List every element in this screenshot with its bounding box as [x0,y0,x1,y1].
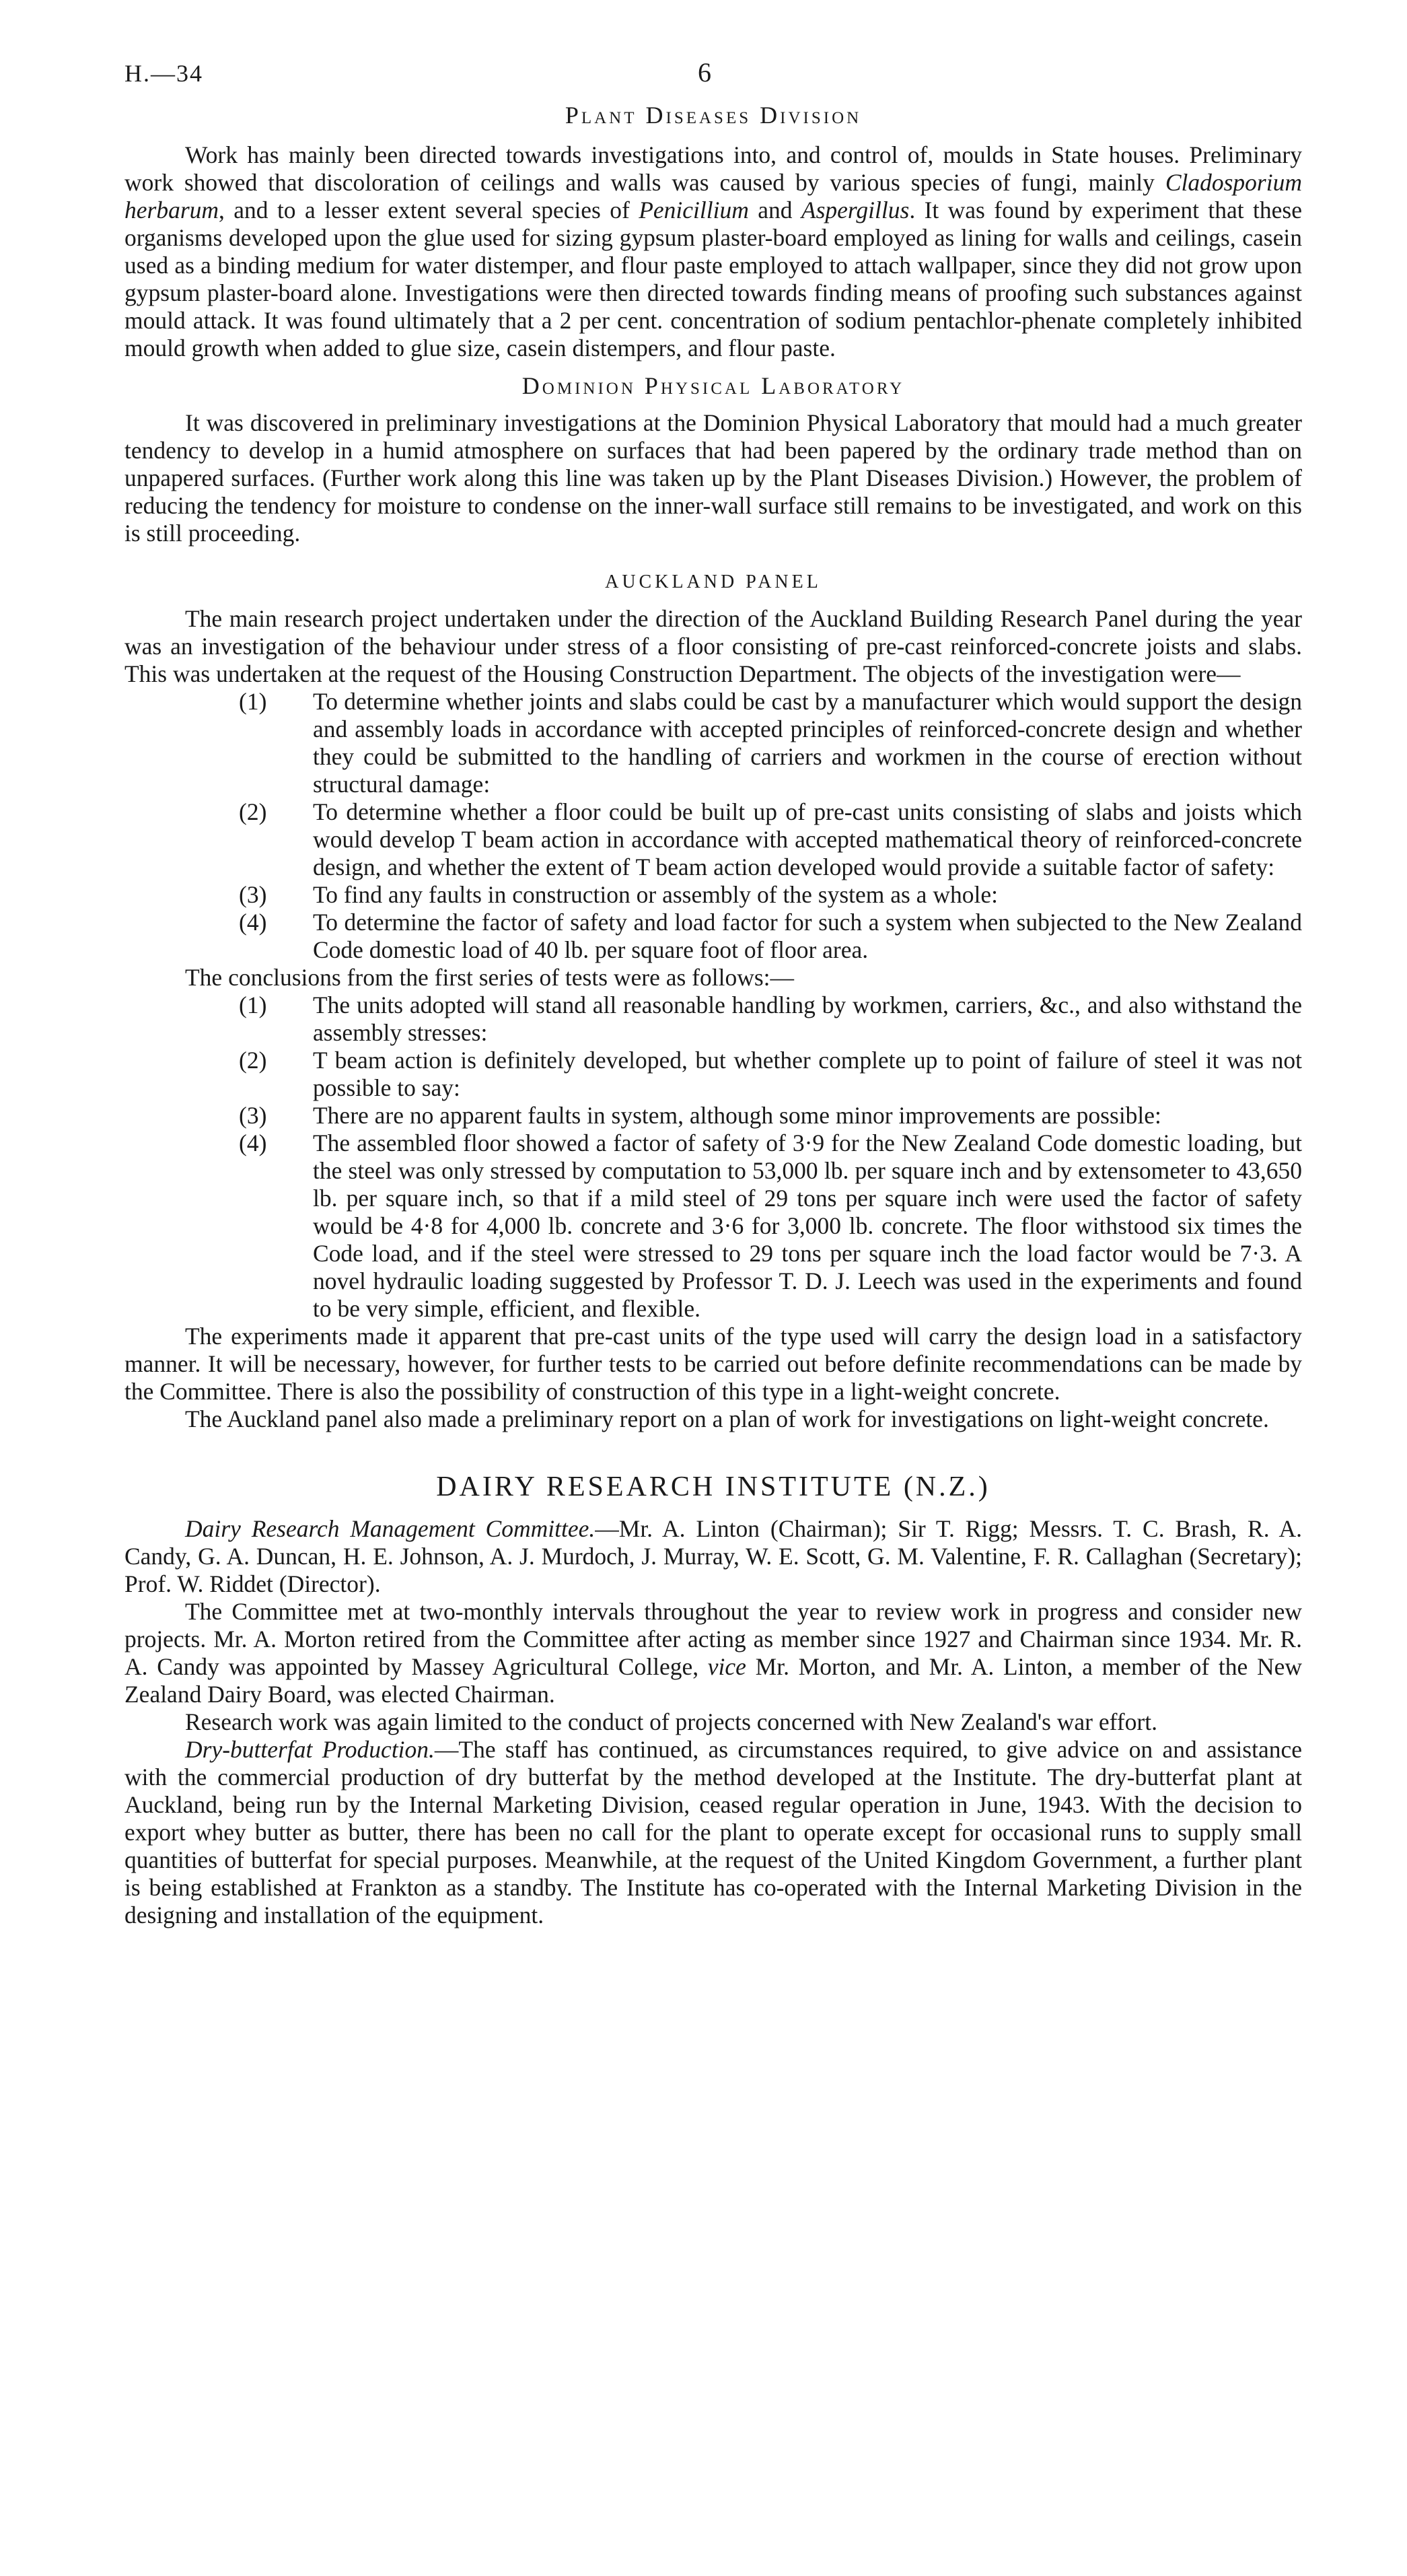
report-reference: H.—34 [124,60,203,87]
paragraph-experiments: The experiments made it apparent that pre-cast units of the type used will carry the design load in a satisfactory manner. It will be necessary, however, for further tests to be carried out before definite recommendations can be made by the Committee. There is also the possibility of construction of this type in a light-weight concrete. [124,1323,1302,1405]
list-item: (4) The assembled floor showed a factor of safety of 3·9 for the New Zealand Code domestic loading, but the steel was only stressed by computation to 53,000 lb. per square inch and by extensometer to 43,650 lb. per square inch, so that if a mild steel of 29 tons per square inch were used the factor of safety would be 4·8 for 4,000 lb. concrete and 3·6 for 3,000 lb. concrete. The floor withstood six times the Code load, and if the steel were stressed to 29 tons per square inch the load factor would be 7·3. A novel hydraulic loading suggested by Professor T. D. J. Leech was used in the experiments and found to be very simple, efficient, and flexible. [239,1129,1302,1322]
list-item: (3) To find any faults in construction or assembly of the system as a whole: [239,881,998,908]
paragraph-committee-meetings: The Committee met at two-monthly intervals throughout the year to review work in progress and consider new projects. Mr. A. Morton retired from the Committee after acting as member since 1927 and Chairman since 1934. Mr. R. A. Candy was appointed by Massey Agricultural College, vice Mr. Morton, and Mr. A. Linton, a member of the New Zealand Dairy Board, was elected Chairman. [124,1598,1303,1708]
paragraph-war-effort: Research work was again limited to the conduct of projects concerned with New Zealand's war effort. [185,1708,1157,1735]
paragraph-committee: Dairy Research Management Committee.—Mr. A. Linton (Chairman); Sir T. Rigg; Messrs. T. C. Brash, R. A. Candy, G. A. Duncan, H. E. Johnson, A. J. Murdoch, J. Murray, W. E. Scott, G. M. Valentine, F. R. Callaghan (Secretary); Prof. W. Riddet (Director). [124,1515,1303,1597]
committee-label: Dairy Research Management Committee. [185,1515,596,1542]
paragraph-light-weight-concrete: The Auckland panel also made a preliminary report on a plan of work for investigations on light-weight concrete. [185,1405,1269,1432]
list-item: (2) T beam action is definitely developed, but whether complete up to point of failure of steel it was not possible to say: [239,1047,1302,1101]
list-item: (4) To determine the factor of safety and load factor for such a system when subjected to the New Zealand Code domestic load of 40 lb. per square foot of floor area. [239,909,1302,963]
list-item: (3) There are no apparent faults in system, although some minor improvements are possible: [239,1102,1161,1129]
list-item: (1) The units adopted will stand all reasonable handling by workmen, carriers, &c., and also withstand the assembly stresses: [239,991,1302,1046]
section-heading-dominion-physical: Dominion Physical Laboratory [521,372,905,399]
species-name: Cladosporium herbarum [124,169,1302,223]
document-page [124,47,1302,1929]
page-number: 6 [698,57,711,88]
conclusions-list [124,991,1302,1323]
genus-name: Aspergillus [801,197,910,223]
list-item: (2) To determine whether a floor could be built up of pre-cast units consisting of slabs and joists which would develop T beam action in accordance with accepted mathematical theory of reinforced-concrete design, and whether the extent of T beam action developed would provide a suitable factor of safety: [239,798,1302,880]
section-heading-auckland-panel: AUCKLAND PANEL [605,571,822,592]
running-header [124,47,1302,88]
paragraph-dry-butterfat: Dry-butterfat Production.—The staff has continued, as circumstances required, to give advice on and assistance with the commercial production of dry butterfat by the method developed at the Institute. The dry-butterfat plant at Auckland, being run by the Internal Marketing Division, ceased regular operation in June, 1943. With the decision to export whey butter as butter, there has been no call for the plant to operate except for occasional runs to supply small quantities of butterfat for special purposes. Meanwhile, at the request of the United Kingdom Government, a further plant is being established at Frankton as a standby. The Institute has co-operated with the Internal Marketing Division in the designing and installation of the equipment. [124,1736,1302,1928]
paragraph-dominion-physical: It was discovered in preliminary investigations at the Dominion Physical Laboratory that mould had a much greater tendency to develop in a humid atmosphere on surfaces that had been papered by the ordinary trade method than on unpapered surfaces. (Further work along this line was taken up by the Plant Diseases Division.) However, the problem of reducing the tendency for moisture to condense on the inner-wall surface still remains to be investigated, and work on this is still proceeding. [124,409,1302,547]
objects-list [124,688,1302,964]
conclusions-intro: The conclusions from the first series of tests were as follows:— [185,964,795,991]
section-heading-plant-diseases: Plant Diseases Division [565,102,862,129]
paragraph-plant-diseases: Work has mainly been directed towards investigations into, and control of, moulds in State houses. Preliminary work showed that discoloration of ceilings and walls was caused by various species of fungi, mainly Cladosporium herbarum, and to a lesser extent several species of Penicillium and Aspergillus. It was found by experiment that these organisms developed upon the glue used for sizing gypsum plaster-board employed as lining for walls and ceilings, casein used as a binding medium for water distemper, and flour paste employed to attach wallpaper, since they did not grow upon gypsum plaster-board alone. Investigations were then directed towards finding means of proofing such substances against mould attack. It was found ultimately that a 2 per cent. concentration of sodium pentachlor-phenate completely inhibited mould growth when added to glue size, casein distempers, and flour paste. [124,141,1302,361]
genus-name: Penicillium [639,197,749,223]
section-heading-dairy-research: DAIRY RESEARCH INSTITUTE (N.Z.) [436,1471,990,1502]
list-item: (1) To determine whether joints and slabs could be cast by a manufacturer which would support the design and assembly loads in accordance with accepted principles of reinforced-concrete design and whether they could be submitted to the handling of carriers and workmen in the course of erection without structural damage: [239,688,1302,798]
paragraph-auckland-intro: The main research project undertaken under the direction of the Auckland Building Research Panel during the year was an investigation of the behaviour under stress of a floor consisting of pre-cast reinforced-concrete joists and slabs. This was undertaken at the request of the Housing Construction Department. The objects of the investigation were— [124,605,1302,687]
butterfat-label: Dry-butterfat Production. [185,1736,435,1763]
